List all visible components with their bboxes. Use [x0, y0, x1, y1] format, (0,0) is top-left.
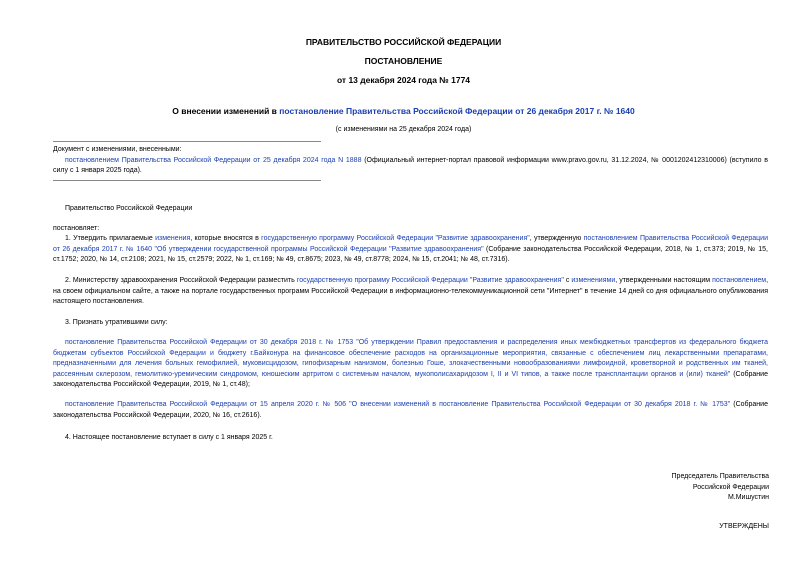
p2-link-decree[interactable]: постановлением: [712, 277, 767, 284]
title-link[interactable]: постановление Правительства Российской Федерации от 26 декабря 2017 г. № 1640: [279, 106, 635, 116]
document-title: [0, 106, 807, 116]
paragraph-4: 4. Настоящее постановление вступает в силу с 1 января 2025 г.: [65, 434, 273, 441]
amendments-intro: Документ с изменениями, внесенными:: [53, 146, 182, 153]
p1-link-program[interactable]: государственную программу Российской Федерации "Развитие здравоохранения": [261, 235, 530, 242]
government-heading: ПРАВИТЕЛЬСТВО РОССИЙСКОЙ ФЕДЕРАЦИИ: [305, 37, 502, 47]
amended-note: (с изменениями на 25 декабря 2024 года): [335, 126, 472, 133]
p1-link-decree[interactable]: постановлением Правительства Российской Федерации от 26 декабря 2017 г. № 1640 "Об утверждении государственной программы Российской Федерации "Развитие здравоохранения": [53, 235, 768, 253]
signature-block: [672, 472, 769, 504]
paragraph-3: 3. Признать утратившими силу:: [65, 319, 168, 326]
p3b-link[interactable]: постановление Правительства Российской Федерации от 15 апреля 2020 г. № 506 "О внесении изменений в постановление Правительства Российской Федерации от 30 декабря 2018 г. № 1753": [65, 401, 731, 408]
amendments-text: [53, 156, 768, 177]
p2-link-program[interactable]: государственную программу Российской Федерации "Развитие здравоохранения": [296, 277, 564, 284]
doc-type-heading: ПОСТАНОВЛЕНИЕ: [364, 56, 443, 66]
divider-bottom: [53, 180, 321, 181]
paragraph-3a: постановление Правительства Российской Федерации от 30 декабря 2018 г. № 1753 "Об утверждении Правил предоставления и распределения иных межбюджетных трансфертов из федерального бюджета бюджетам субъектов Российской Федерации и бюджету г.Байконура на финансовое обеспечение расходов на организационные мероприятия, связанные с обеспечением лиц лекарственными препаратами, предназначенными для лечения больных гемофилией, муковисцидозом, гипофизарным нанизмом, болезнью Гоше, злокачественными новообразованиями лимфоидной, кроветворной и родственных им тканей, рассеянным склерозом, гемолитико-уремическим синдромом, юношеским артритом с системным началом, мукополисахаридозом I, II и VI типов, а также после трансплантации органов и (или) тканей" (Собрание законодательства Российской Федерации, 2019, № 1, ст.48);: [53, 339, 768, 388]
amendments-link[interactable]: постановлением Правительства Российской Федерации от 25 декабря 2024 года N 1888: [65, 156, 362, 164]
title-prefix: О внесении изменений в: [172, 106, 280, 116]
paragraph-1: 1. Утвердить прилагаемые изменения, которые вносятся в государственную программу Российской Федерации "Развитие здравоохранения", утвержденную постановлением Правительства Российской Федерации от 26 декабря 2017 г. № 1640 "Об утверждении государственной программы Российской Федерации "Развитие здравоохранения" (Собрание законодательства Российской Федерации, 2018, № 1, ст.373; 2019, № 15, ст.1752; 2020, № 14, ст.2108; 2021, № 15, ст.2579; 2022, № 1, ст.169; № 49, ст.8675; 2023, № 49, ст.8778; 2024, № 15, ст.2041; № 48, ст.7316).: [53, 235, 769, 263]
divider-top: [53, 141, 321, 142]
p3a-link[interactable]: постановление Правительства Российской Федерации от 30 декабря 2018 г. № 1753 "Об утверждении Правил предоставления и распределения иных межбюджетных трансфертов из федерального бюджета бюджетам субъектов Российской Федерации и бюджету г.Байконура на финансовое обеспечение расходов на организационные мероприятия, связанные с обеспечением лиц лекарственными препаратами, предназначенными для лечения больных гемофилией, муковисцидозом, гипофизарным нанизмом, болезнью Гоше, злокачественными новообразованиями лимфоидной, кроветворной и родственных им тканей, рассеянным склерозом, гемолитико-уремическим синдромом, юношеским артритом с системным началом, мукополисахаридозом I, II и VI типов, а также после трансплантации органов и (или) тканей": [53, 339, 768, 378]
p1-link-changes[interactable]: изменения: [155, 235, 191, 242]
signature-line-2: Российской Федерации: [692, 483, 769, 491]
amendments-rest: (Официальный интернет-портал правовой информации www.pravo.gov.ru, 31.12.2024, № 0001202412310006) (вступило в силу с 1 января 2025 года).: [53, 156, 768, 174]
p2-link-changes[interactable]: изменениями: [571, 277, 616, 284]
decrees-line: постановляет:: [53, 225, 100, 232]
date-number: от 13 декабря 2024 года № 1774: [336, 75, 471, 85]
paragraph-3b: постановление Правительства Российской Федерации от 15 апреля 2020 г. № 506 "О внесении изменений в постановление Правительства Российской Федерации от 30 декабря 2018 г. № 1753" (Собрание законодательства Российской Федерации, 2020, № 16, ст.2616).: [53, 401, 768, 419]
signature-line-1: Председатель Правительства: [671, 473, 769, 480]
amendments-block: [53, 145, 768, 177]
paragraph-2: 2. Министерству здравоохранения Российской Федерации разместить государственную программу Российской Федерации "Развитие здравоохранения" с изменениями, утвержденными настоящим постановлением, на своем официальном сайте, а также на портале государственных программ Российской Федерации в информационно-телекоммуникационной сети "Интернет" в течение 14 дней со дня официального опубликования настоящего постановления.: [53, 277, 769, 305]
signature-name: М.Мишустин: [727, 494, 769, 501]
approved-label: УТВЕРЖДЕНЫ: [719, 523, 769, 530]
gov-line: Правительство Российской Федерации: [65, 205, 193, 212]
